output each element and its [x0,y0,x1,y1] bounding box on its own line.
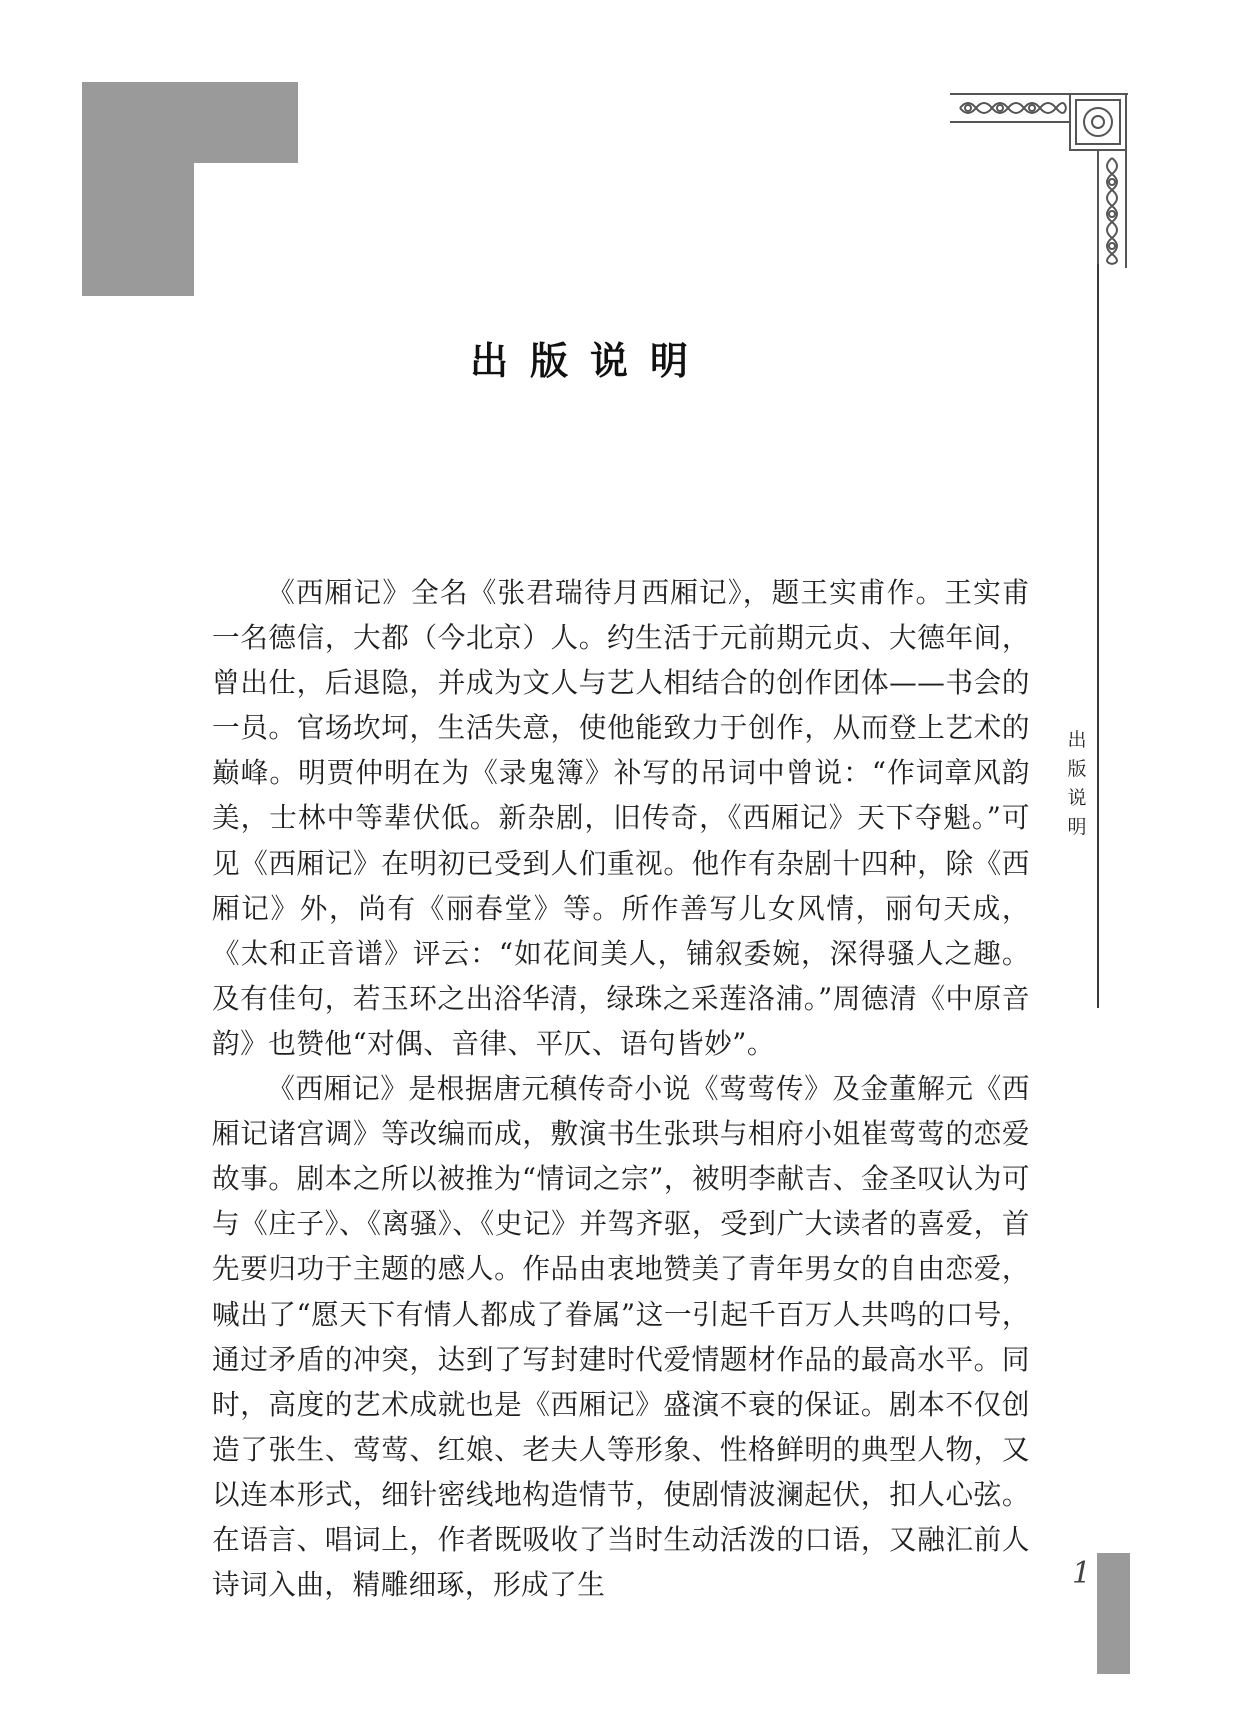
decorative-gray-block [82,82,194,296]
page-number: 1 [1072,1556,1092,1591]
running-header-side-title: 出版说明 [1067,729,1087,838]
corner-ornament-icon [950,92,1128,268]
page-edge-tab [1097,1553,1130,1674]
page-title: 出版说明 [469,339,710,384]
body-text [212,570,1030,1607]
paragraph: 《西厢记》是根据唐元稹传奇小说《莺莺传》及金董解元《西厢记诸宫调》等改编而成，敷演书生张珙与相府小姐崔莺莺的恋爱故事。剧本之所以被推为“情词之宗”，被明李献吉、金圣叹认为可与《庄子》、《离骚》、《史记》并驾齐驱，受到广大读者的喜爱，首先要归功于主题的感人。作品由衷地赞美了青年男女的自由恋爱，喊出了“愿天下有情人都成了眷属”这一引起千百万人共鸣的口号，通过矛盾的冲突，达到了写封建时代爱情题材作品的最高水平。同时，高度的艺术成就也是《西厢记》盛演不衰的保证。剧本不仅创造了张生、莺莺、红娘、老夫人等形象、性格鲜明的典型人物，又以连本形式，细针密线地构造情节，使剧情波澜起伏，扣人心弦。在语言、唱词上，作者既吸收了当时生动活泼的口语，又融汇前人诗词入曲，精雕细琢，形成了生 [212,1072,1030,1602]
decorative-gray-block-tab [194,82,298,163]
paragraph: 《西厢记》全名《张君瑞待月西厢记》，题王实甫作。王实甫一名德信，大都（今北京）人。约生活于元前期元贞、大德年间，曾出仕，后退隐，并成为文人与艺人相结合的创作团体——书会的一员。官场坎坷，生活失意，使他能致力于创作，从而登上艺术的巅峰。明贾仲明在为《录鬼簿》补写的吊词中曾说：“作词章风韵美，士林中等辈伏低。新杂剧，旧传奇，《西厢记》天下夺魁。”可见《西厢记》在明初已受到人们重视。他作有杂剧十四种，除《西厢记》外，尚有《丽春堂》等。所作善写儿女风情，丽句天成，《太和正音谱》评云：“如花间美人，铺叙委婉，深得骚人之趣。及有佳句，若玉环之出浴华清，绿珠之采莲洛浦。”周德清《中原音韵》也赞他“对偶、音律、平仄、语句皆妙”。 [212,576,1030,1060]
side-rule [1097,264,1099,1008]
